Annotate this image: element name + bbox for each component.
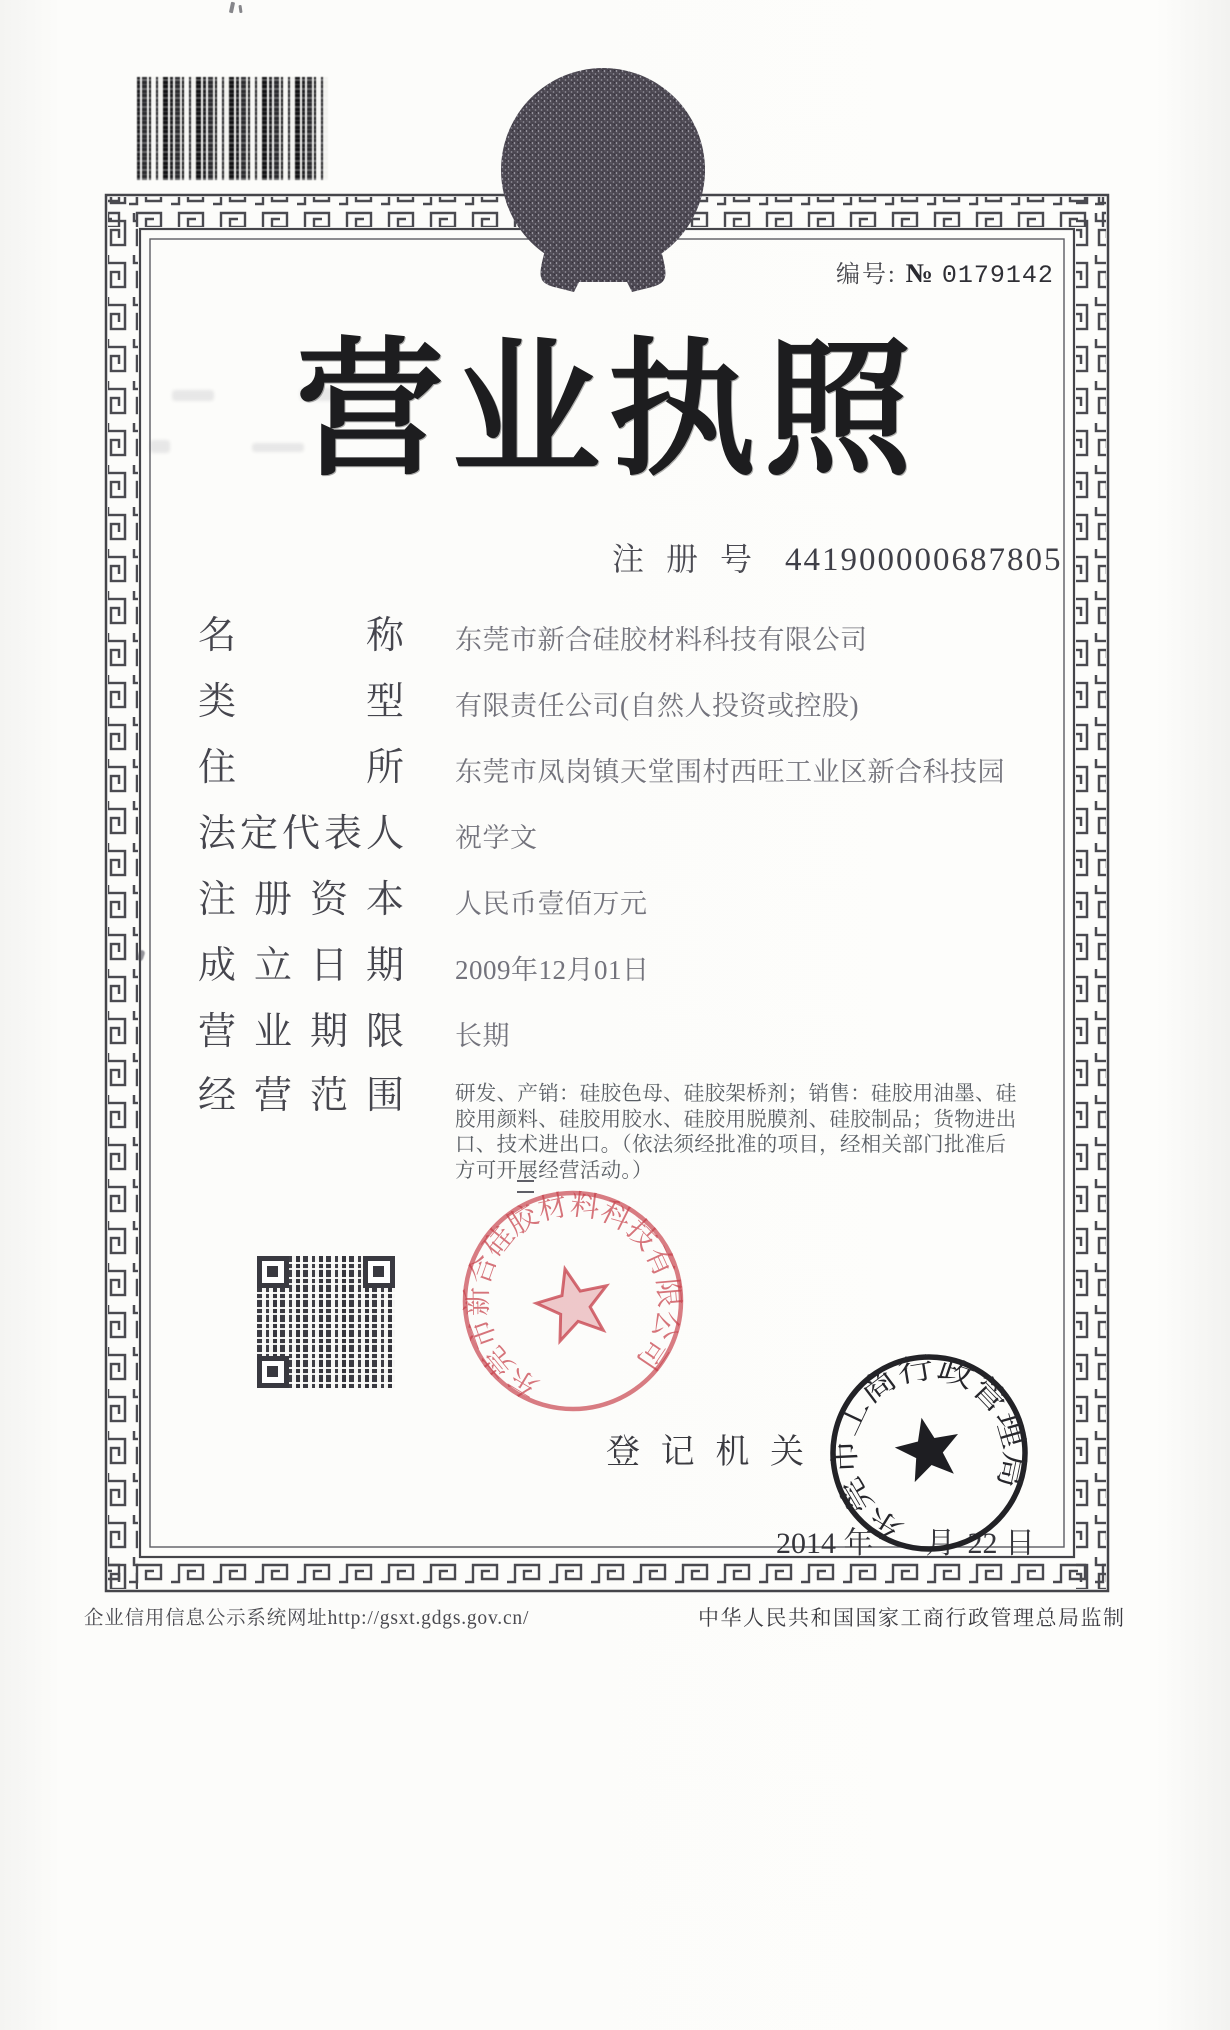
date-day: 22 日 xyxy=(967,1527,1035,1560)
qr-finder-icon xyxy=(257,1356,289,1388)
registrar-label: 登 记 机 关 xyxy=(606,1434,804,1471)
license-title: 营 业 执 照 xyxy=(296,328,912,493)
serial-number-line xyxy=(836,254,1054,290)
registrar-stamp-text: 东莞市工商行政管理局 xyxy=(828,1352,1031,1548)
qr-code-icon xyxy=(257,1256,395,1388)
field-value: 祝学文 xyxy=(455,823,538,853)
field-value: 2009年12月01日 xyxy=(455,955,650,985)
field-label: 注 册 资 本 xyxy=(198,879,404,921)
field-value: 东莞市新合硅胶材料科技有限公司 xyxy=(455,625,868,655)
serial-number: 0179142 xyxy=(941,261,1054,290)
field-label: 住 所 xyxy=(198,747,404,789)
qr-finder-icon xyxy=(363,1256,395,1288)
registrar-stamp-icon xyxy=(790,1314,1068,1592)
field-label: 法 定 代 表 人 xyxy=(198,813,404,855)
field-value: 人民币壹佰万元 xyxy=(455,889,648,919)
numero-symbol: № xyxy=(905,258,933,288)
field-value: 研发、产销：硅胶色母、硅胶架桥剂；销售：硅胶用油墨、硅胶用颜料、硅胶用胶水、硅胶用脱膜剂、硅胶制品；货物进出口、技术进出口。（依法须经批准的项目，经相关部门批准后方可开展经营活动。） xyxy=(455,1083,1017,1182)
field-label: 成 立 日 期 xyxy=(198,945,404,987)
registration-number-label: 注 册 号 xyxy=(612,541,760,577)
date-year: 2014 年 xyxy=(776,1527,874,1560)
field-value: 有限责任公司(自然人投资或控股) xyxy=(455,691,859,721)
registration-number-line xyxy=(612,534,1063,580)
footer-url: 企业信用信息公示系统网址http://gsxt.gdgs.gov.cn/ xyxy=(84,1608,530,1629)
field-value: 长期 xyxy=(455,1021,510,1051)
registration-number-value: 441900000687805 xyxy=(785,542,1063,578)
field-label: 营 业 期 限 xyxy=(198,1011,404,1053)
qr-finder-icon xyxy=(257,1256,289,1288)
company-seal-text: 东莞市新合硅胶材料科技有限公司 xyxy=(461,1189,685,1404)
serial-label: 编号: xyxy=(836,262,897,288)
field-label: 类 型 xyxy=(198,681,404,723)
prc-national-emblem-icon xyxy=(501,68,705,292)
date-month-char: 月 xyxy=(925,1527,956,1560)
star-icon xyxy=(530,1260,617,1344)
field-label: 经 营 范 围 xyxy=(198,1075,404,1117)
footer-issuer: 中华人民共和国国家工商行政管理总局监制 xyxy=(698,1606,1126,1630)
star-icon xyxy=(890,1411,966,1485)
field-label: 名 称 xyxy=(198,615,404,657)
field-value: 东莞市凤岗镇天堂围村西旺工业区新合科技园 xyxy=(455,757,1005,787)
